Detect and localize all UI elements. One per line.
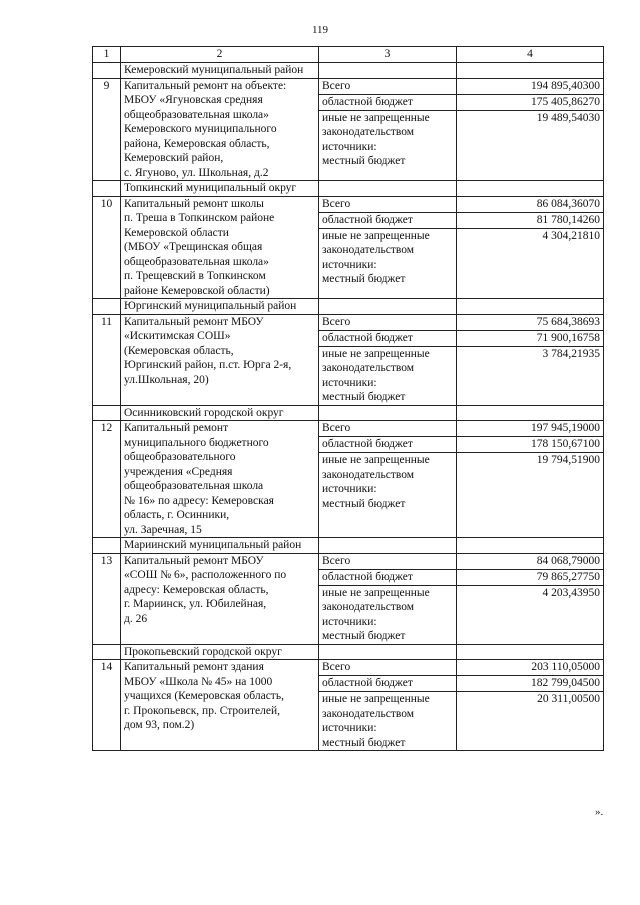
district-row [93, 644, 604, 660]
description-line: Капитальный ремонт школы [124, 197, 264, 210]
other-sources-label: иные не запрещенные [322, 347, 430, 360]
total-amount: 75 684,38693 [457, 314, 604, 330]
description-line: Кемеровской области [124, 226, 229, 239]
total-label: Всего [319, 78, 457, 94]
table-row [93, 314, 604, 330]
table-row [93, 78, 604, 94]
empty-cell [319, 405, 457, 421]
district-row [93, 181, 604, 197]
other-sources-label: законодательством [322, 601, 415, 613]
description-line: МБОУ «Школа № 45» на 1000 [124, 675, 273, 688]
description-line: общеобразовательная школа» [124, 108, 269, 121]
table-row [93, 196, 604, 212]
closing-quote-mark: ». [595, 806, 604, 818]
empty-cell [93, 299, 121, 315]
total-amount: 84 068,79000 [457, 553, 604, 569]
empty-cell [319, 63, 457, 79]
empty-cell [319, 538, 457, 554]
local-budget-label: местный бюджет [322, 630, 406, 642]
description-line: с. Ягуново, ул. Школьная, д.2 [124, 166, 269, 179]
empty-cell [457, 644, 604, 660]
object-description [121, 314, 319, 405]
local-budget-label: местный бюджет [322, 391, 406, 403]
description-line: районе Кемеровской области) [124, 284, 270, 297]
description-line: г. Прокопьевск, пр. Строителей, [124, 704, 281, 717]
district-name: Мариинский муниципальный район [121, 538, 319, 554]
table-row [93, 421, 604, 437]
description-line: ул.Школьная, 20) [124, 373, 209, 386]
other-sources-label: иные не запрещенные [322, 586, 430, 599]
description-line: общеобразовательная школа» [124, 255, 269, 268]
empty-cell [93, 181, 121, 197]
description-line: «Искитимская СОШ» [124, 330, 231, 342]
total-amount: 86 084,36070 [457, 196, 604, 212]
other-sources-cell [319, 585, 457, 644]
description-line: Капитальный ремонт МБОУ [124, 315, 264, 328]
other-sources-label: законодательством [322, 707, 415, 720]
regional-budget-amount: 71 900,16758 [457, 330, 604, 346]
empty-cell [457, 63, 604, 79]
other-sources-label: источники: [322, 615, 377, 628]
total-amount: 194 895,40300 [457, 78, 604, 94]
other-sources-cell [319, 346, 457, 405]
other-sources-label: иные не запрещенные [322, 111, 430, 124]
description-line: общеобразовательного [124, 451, 236, 463]
local-budget-amount: 4 304,21810 [457, 228, 604, 299]
empty-cell [93, 63, 121, 79]
header-row [93, 47, 604, 63]
description-line: учащихся (Кемеровская область, [124, 690, 284, 702]
other-sources-label: источники: [322, 258, 377, 271]
description-line: (МБОУ «Трещинская общая [124, 241, 263, 253]
other-sources-label: законодательством [322, 244, 415, 256]
other-sources-cell [319, 692, 457, 751]
other-sources-label: источники: [322, 140, 377, 153]
other-sources-label: законодательством [322, 362, 415, 374]
other-sources-label: иные не запрещенные [322, 229, 430, 242]
description-line: г. Мариинск, ул. Юбилейная, [124, 598, 267, 610]
empty-cell [319, 299, 457, 315]
district-name: Прокопьевский городской округ [121, 644, 319, 660]
other-sources-cell [319, 110, 457, 181]
description-line: Капитальный ремонт [124, 422, 229, 434]
description-line: № 16» по адресу: Кемеровская [124, 494, 274, 507]
description-line: Кемеровский район, [124, 152, 224, 164]
row-number: 11 [93, 314, 121, 405]
object-description [121, 421, 319, 538]
local-budget-label: местный бюджет [322, 273, 406, 285]
regional-budget-amount: 178 150,67100 [457, 437, 604, 453]
description-line: (Кемеровская область, [124, 344, 234, 357]
description-line: п. Треша в Топкинском районе [124, 212, 275, 224]
other-sources-label: законодательством [322, 126, 415, 138]
description-line: района, Кемеровская область, [124, 137, 270, 150]
empty-cell [319, 181, 457, 197]
empty-cell [93, 538, 121, 554]
page-number: 119 [311, 24, 329, 36]
regional-budget-label: областной бюджет [319, 212, 457, 228]
other-sources-cell [319, 228, 457, 299]
column-header: 1 [93, 47, 121, 63]
district-row [93, 299, 604, 315]
regional-budget-label: областной бюджет [319, 94, 457, 110]
local-budget-label: местный бюджет [322, 155, 406, 167]
regional-budget-label: областной бюджет [319, 676, 457, 692]
total-label: Всего [319, 553, 457, 569]
empty-cell [93, 644, 121, 660]
row-number: 10 [93, 196, 121, 299]
regional-budget-label: областной бюджет [319, 437, 457, 453]
district-row [93, 63, 604, 79]
description-line: учреждения «Средняя [124, 465, 233, 478]
table-body [93, 63, 604, 751]
description-line: муниципального бюджетного [124, 436, 269, 449]
district-row [93, 538, 604, 554]
description-line: Юргинский район, п.ст. Юрга 2-я, [124, 359, 292, 371]
object-description [121, 78, 319, 181]
description-line: Кемеровского муниципального [124, 123, 277, 135]
regional-budget-amount: 81 780,14260 [457, 212, 604, 228]
description-line: Капитальный ремонт МБОУ [124, 554, 264, 567]
district-name: Юргинский муниципальный район [121, 299, 319, 315]
empty-cell [457, 405, 604, 421]
total-label: Всего [319, 660, 457, 676]
description-line: Капитальный ремонт здания [124, 661, 264, 673]
district-name: Осинниковский городской округ [121, 405, 319, 421]
total-label: Всего [319, 421, 457, 437]
local-budget-label: местный бюджет [322, 736, 406, 749]
table-row [93, 660, 604, 676]
budget-table [92, 46, 604, 751]
description-line: адресу: Кемеровская область, [124, 583, 269, 596]
column-header: 2 [121, 47, 319, 63]
empty-cell [457, 181, 604, 197]
total-amount: 203 110,05000 [457, 660, 604, 676]
description-line: ул. Заречная, 15 [124, 523, 202, 536]
local-budget-label: местный бюджет [322, 497, 406, 510]
description-line: «СОШ № 6», расположенного по [124, 569, 287, 581]
description-line: Капитальный ремонт на объекте: [124, 79, 287, 92]
object-description [121, 660, 319, 751]
description-line: д. 26 [124, 612, 148, 625]
local-budget-amount: 19 794,51900 [457, 453, 604, 538]
other-sources-label: источники: [322, 376, 377, 389]
empty-cell [457, 538, 604, 554]
local-budget-amount: 20 311,00500 [457, 692, 604, 751]
other-sources-label: источники: [322, 483, 377, 495]
column-header: 3 [319, 47, 457, 63]
row-number: 13 [93, 553, 121, 644]
total-label: Всего [319, 196, 457, 212]
row-number: 14 [93, 660, 121, 751]
table-row [93, 553, 604, 569]
description-line: дом 93, пом.2) [124, 719, 195, 731]
local-budget-amount: 4 203,43950 [457, 585, 604, 644]
other-sources-cell [319, 453, 457, 538]
empty-cell [93, 405, 121, 421]
other-sources-label: источники: [322, 722, 377, 734]
total-label: Всего [319, 314, 457, 330]
description-line: область, г. Осинники, [124, 509, 230, 521]
row-number: 12 [93, 421, 121, 538]
empty-cell [319, 644, 457, 660]
description-line: п. Трещевский в Топкинском [124, 270, 266, 282]
object-description [121, 553, 319, 644]
district-name: Топкинский муниципальный округ [121, 181, 319, 197]
description-line: МБОУ «Ягуновская средняя [124, 94, 263, 106]
other-sources-label: иные не запрещенные [322, 454, 430, 466]
other-sources-label: законодательством [322, 468, 415, 481]
regional-budget-label: областной бюджет [319, 569, 457, 585]
regional-budget-amount: 175 405,86270 [457, 94, 604, 110]
empty-cell [457, 299, 604, 315]
row-number: 9 [93, 78, 121, 181]
regional-budget-amount: 182 799,04500 [457, 676, 604, 692]
regional-budget-amount: 79 865,27750 [457, 569, 604, 585]
description-line: общеобразовательная школа [124, 480, 264, 492]
regional-budget-label: областной бюджет [319, 330, 457, 346]
column-header: 4 [457, 47, 604, 63]
total-amount: 197 945,19000 [457, 421, 604, 437]
local-budget-amount: 19 489,54030 [457, 110, 604, 181]
local-budget-amount: 3 784,21935 [457, 346, 604, 405]
district-name: Кемеровский муниципальный район [121, 63, 319, 79]
object-description [121, 196, 319, 299]
other-sources-label: иные не запрещенные [322, 693, 430, 705]
district-row [93, 405, 604, 421]
